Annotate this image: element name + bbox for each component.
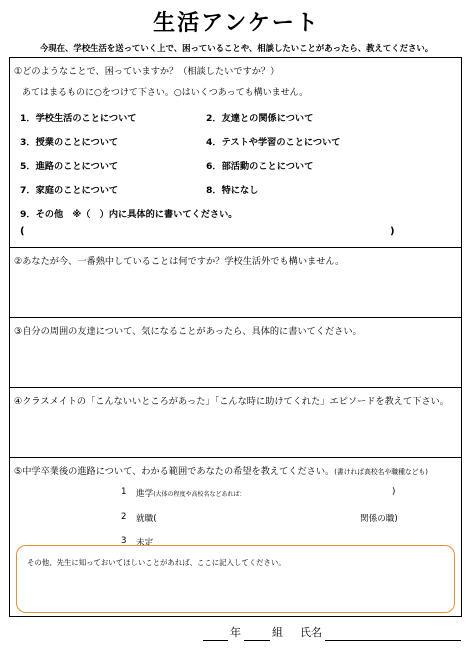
name-label: 氏名	[300, 626, 322, 639]
option-5[interactable]: 5．進路のことについて	[20, 161, 119, 172]
choice-employment[interactable]: 就職(	[136, 514, 157, 524]
question-3-text: ③自分の周囲の友達について、気になることがあったら、具体的に書いてください。	[14, 326, 362, 337]
page-title: 生活アンケート	[153, 11, 320, 36]
option-3[interactable]: 3．授業のことについて	[20, 137, 119, 148]
option-4[interactable]: 4．テストや学習のことについて	[206, 137, 341, 148]
survey-form	[9, 57, 462, 617]
choice-higher-education[interactable]	[136, 487, 246, 499]
option-2[interactable]: 2．友達との関係について	[206, 113, 314, 124]
question-4-section[interactable]	[10, 387, 461, 457]
question-2-text: ②あなたが今、一番熱中していることは何ですか？学校生活外でも構いません。	[14, 256, 345, 267]
question-5-section	[10, 457, 461, 618]
question-5-main: ⑤中学卒業後の進路について、わかる範囲であなたの希望を教えてください。	[14, 466, 335, 477]
other-notes-box[interactable]	[16, 545, 455, 613]
choice-2-field: 関係の職)	[360, 514, 398, 524]
choice-3-number: 3	[121, 536, 127, 546]
choice-undecided[interactable]: 未定	[136, 538, 154, 548]
option-6[interactable]: 6．部活動のことについて	[206, 161, 314, 172]
question-5-note: (書ければ高校名や職種なども)	[334, 468, 428, 476]
other-detail-close-paren: )	[390, 226, 395, 237]
year-label: 年	[230, 626, 241, 639]
question-1-section	[10, 58, 461, 247]
question-4-text: ④クラスメイトの「こんないいところがあった」「こんな時に助けてくれた」エピソードを教えて下さい。	[14, 396, 449, 407]
question-5-text	[14, 463, 428, 477]
question-1-instruction: あてはまるものに○をつけて下さい。○はいくつあっても構いません。	[22, 88, 309, 98]
option-7[interactable]: 7．家庭のことについて	[20, 185, 119, 196]
question-3-section[interactable]	[10, 317, 461, 387]
option-9-other[interactable]: 9．その他 ※（ ）内に具体的に書いてください。	[20, 209, 238, 220]
other-detail-open-paren: (	[20, 226, 25, 237]
class-label: 組	[272, 626, 283, 639]
question-1-text: ①どのようなことで、困っていますか？（相談したいですか？）	[14, 66, 280, 77]
option-1[interactable]: 1．学校生活のことについて	[20, 113, 137, 124]
intro-text: 今現在、学校生活を送っていく上で、困っていることや、相談したいことがあったら、教えてください。	[39, 43, 434, 53]
question-2-section[interactable]	[10, 247, 461, 317]
choice-1-note: (大体の程度や高校名などあれば：	[153, 491, 246, 498]
option-8[interactable]: 8．特になし	[206, 185, 259, 196]
class-blank-line[interactable]	[244, 640, 270, 641]
choice-1-label: 進学	[136, 489, 154, 499]
choice-1-close-paren: )	[392, 487, 396, 497]
other-notes-prompt: その他、先生に知っておいてほしいことがあれば、ここに記入してください。	[27, 558, 286, 567]
year-blank-line[interactable]	[203, 640, 228, 641]
choice-1-number: 1	[121, 487, 127, 497]
name-blank-line[interactable]	[325, 640, 461, 641]
choice-2-number: 2	[121, 512, 127, 522]
